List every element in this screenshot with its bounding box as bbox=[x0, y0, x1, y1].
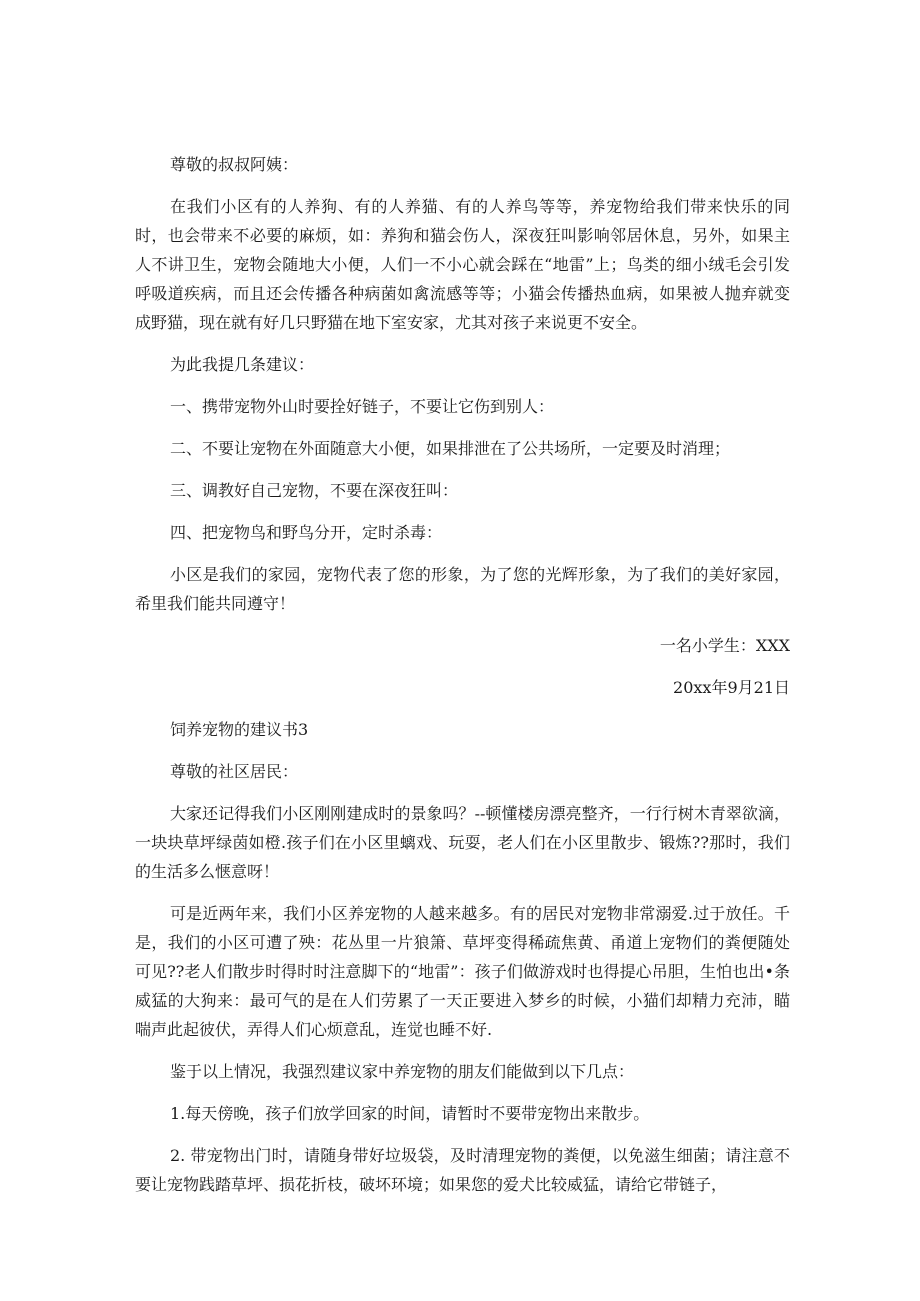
letter2-salutation: 尊敬的社区居民： bbox=[170, 762, 299, 781]
suggestion-3: 三、调教好自己宠物，不要在深夜狂叫： bbox=[170, 481, 459, 500]
letter1-salutation: 尊敬的叔叔阿姨： bbox=[170, 155, 299, 174]
suggestion-4: 四、把宠物鸟和野鸟分开，定时杀毒： bbox=[170, 523, 443, 542]
letter2-point2: 2. 带宠物出门时，请随身带好垃圾袋，及时清理宠物的粪便，以免滋生细菌；请注意不要让宠物践踏草坪、损花折枝，破坏环境；如果您的爱犬比较威猛，请给它带链子， bbox=[135, 1146, 790, 1194]
suggestion-1: 一、携带宠物外山时要拴好链子，不要让它伤到别人： bbox=[170, 397, 555, 416]
letter2-para3: 鉴于以上情况，我强烈建议家中养宠物的朋友们能做到以下几点： bbox=[170, 1062, 635, 1081]
signature: 一名小学生：XXX bbox=[659, 636, 790, 655]
letter2-point1: 1.每天傍晚，孩子们放学回家的时间，请暂时不要带宠物出来散步。 bbox=[170, 1104, 650, 1123]
letter1-intro: 为此我提几条建议： bbox=[170, 355, 315, 374]
suggestion-2: 二、不要让宠物在外面随意大小便，如果排泄在了公共场所，一定要及时消理； bbox=[170, 439, 731, 458]
date: 20xx年9月21日 bbox=[673, 678, 790, 697]
letter2-title: 饲养宠物的建议书3 bbox=[170, 720, 309, 739]
letter1-body: 在我们小区有的人养狗、有的人养猫、有的人养鸟等等，养宠物给我们带来快乐的同时，也会带来不必要的麻烦，如：养狗和猫会伤人，深夜狂叫影响邻居休息，另外，如果主人不讲卫生，宠物会随地大小便，人们一不小心就会踩在“地雷”上；鸟类的细小绒毛会引发呼吸道疾病，而且还会传播各种病菌如禽流感等等；小猫会传播热血病，如果被人抛弃就变成野猫，现在就有好几只野猫在地下室安家，尤其对孩子来说更不安全。 bbox=[135, 197, 790, 332]
document-page bbox=[135, 150, 790, 1212]
letter2-para1: 大家还记得我们小区刚刚建成时的景象吗？--顿懂楼房漂亮整齐，一行行树木青翠欲滴，一块块草坪绿茵如橙.孩子们在小区里螭戏、玩耍，老人们在小区里散步、锻炼??那时，我们的生活多么惬意呀！ bbox=[135, 804, 790, 881]
letter1-closing: 小区是我们的家园，宠物代表了您的形象，为了您的光辉形象，为了我们的美好家园，希里我们能共同遵守！ bbox=[135, 565, 790, 613]
letter2-para2: 可是近两年来，我们小区养宠物的人越来越多。有的居民对宠物非常溺爱.过于放任。千是，我们的小区可遭了殃：花丛里一片狼箫、草坪变得稀疏焦黄、甬道上宠物们的粪便随处可见??老人们散步时得时时注意脚下的“地雷”：孩子们做游戏时也得提心吊胆，生怕也出•条威猛的大狗来：最可气的是在人们劳累了一天正要进入梦乡的时候，小猫们却精力充沛，瞄喘声此起彼伏，弄得人们心烦意乱，连觉也睡不好. bbox=[135, 904, 790, 1039]
